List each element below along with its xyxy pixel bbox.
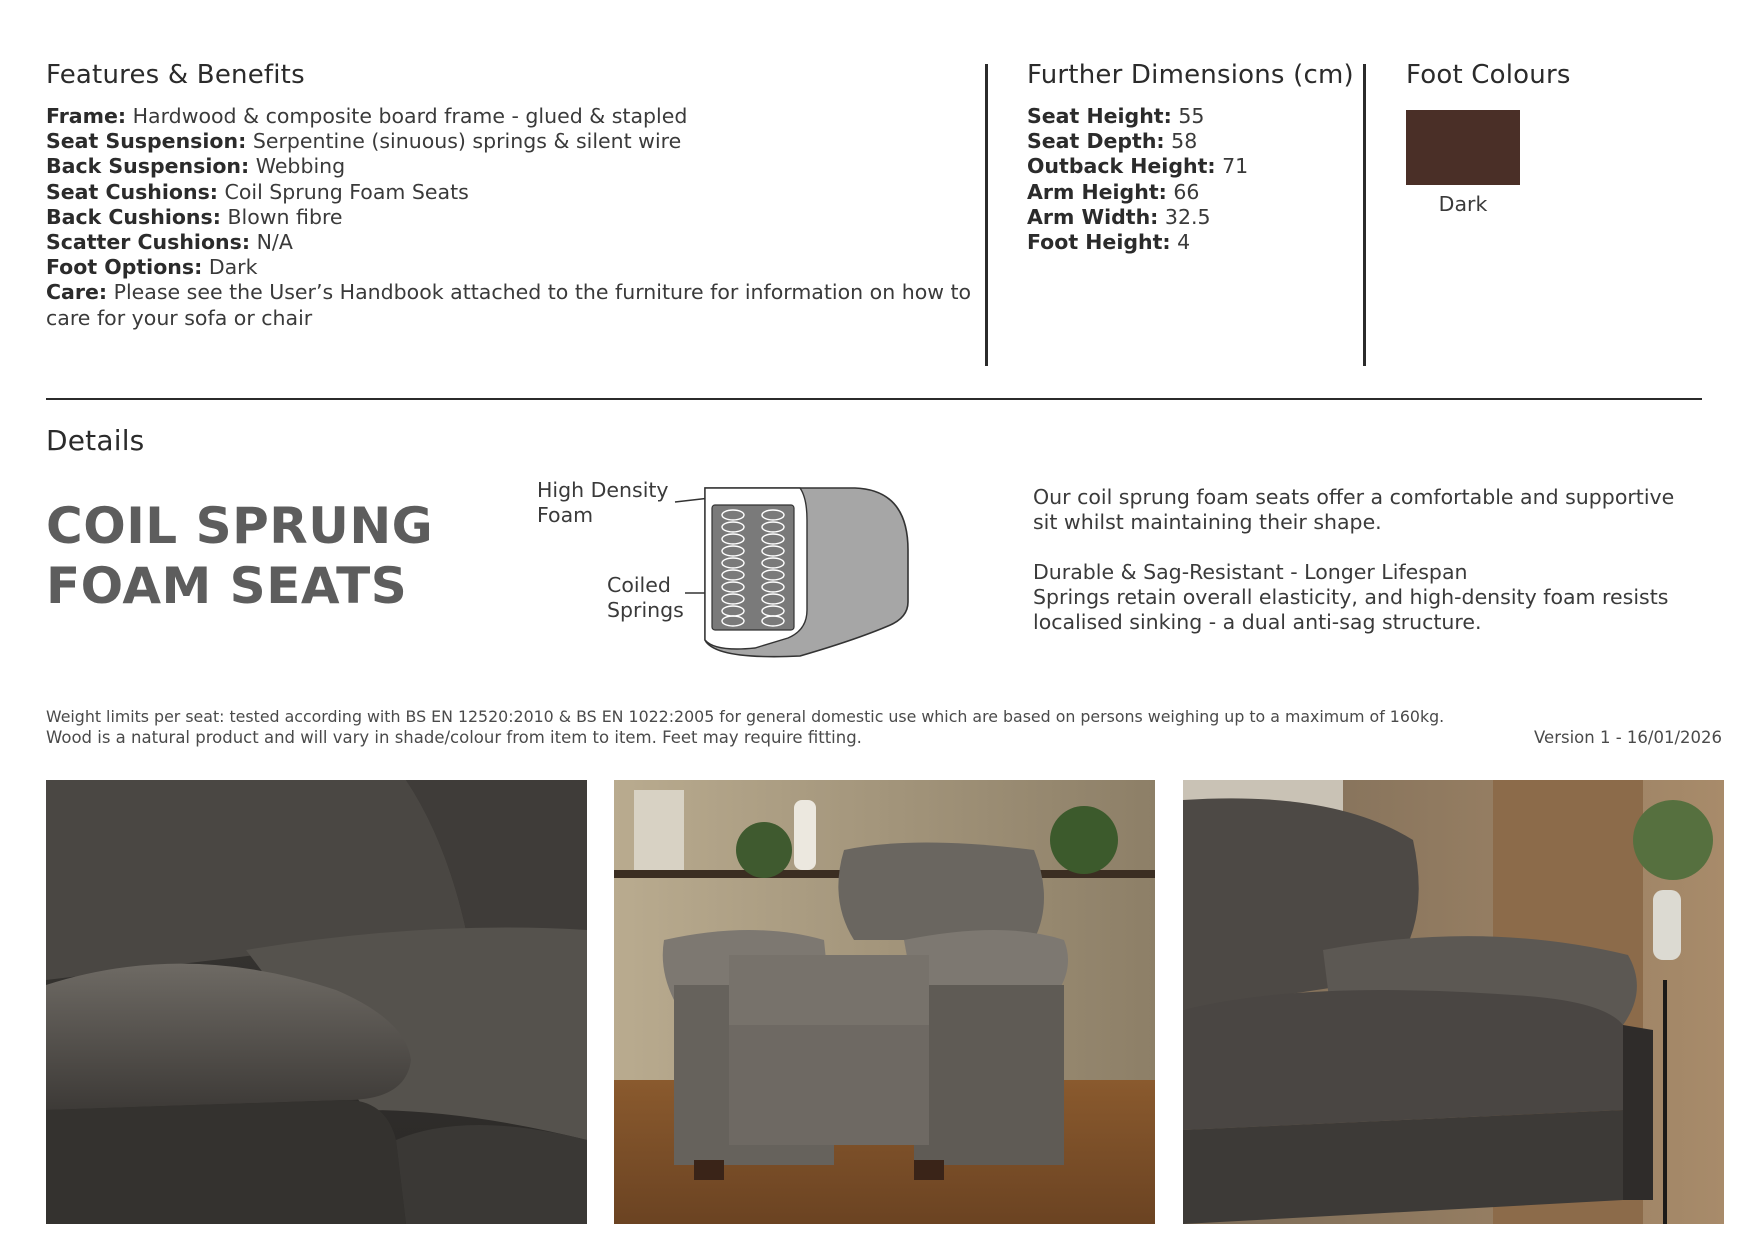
spec-care-continued: care for your sofa or chair <box>46 305 313 330</box>
details-title: Details <box>46 424 145 457</box>
spec-seat-cushions: Seat Cushions: Coil Sprung Foam Seats <box>46 179 469 204</box>
version-label: Version 1 - 16/01/2026 <box>1534 728 1722 747</box>
description-line: Springs retain overall elasticity, and high-density foam resists <box>1033 585 1669 609</box>
spec-scatter-cushions: Scatter Cushions: N/A <box>46 230 293 255</box>
dimensions-title: Further Dimensions (cm) <box>1027 60 1354 90</box>
weight-limit-note: Weight limits per seat: tested according with BS EN 12520:2010 & BS EN 1022:2005 for general domestic use which are based on persons weighing up to a maximum of 160kg. <box>46 707 1445 726</box>
foot-colours-title: Foot Colours <box>1406 60 1571 90</box>
divider-vertical-2 <box>1363 64 1366 366</box>
spec-back-cushions: Back Cushions: Blown fibre <box>46 204 343 229</box>
features-list <box>46 104 971 331</box>
description-line: Our coil sprung foam seats offer a comfortable and supportive <box>1033 485 1675 509</box>
details-description <box>1033 485 1674 635</box>
product-photo-closeup <box>46 780 587 1224</box>
spec-back-suspension: Back Suspension: Webbing <box>46 154 346 179</box>
product-photo-angle <box>1183 780 1724 1224</box>
headline-line-2: FOAM SEATS <box>46 557 408 615</box>
spec-foot-options: Foot Options: Dark <box>46 255 258 280</box>
features-title: Features & Benefits <box>46 60 305 90</box>
dim-foot-height: Foot Height: 4 <box>1027 230 1191 255</box>
dim-arm-height: Arm Height: 66 <box>1027 179 1200 204</box>
description-line: localised sinking - a dual anti-sag structure. <box>1033 610 1482 634</box>
foot-colour-swatch <box>1406 110 1520 185</box>
dim-seat-depth: Seat Depth: 58 <box>1027 129 1198 154</box>
dimensions-list <box>1027 104 1248 255</box>
details-headline <box>46 496 433 616</box>
wood-note: Wood is a natural product and will vary in shade/colour from item to item. Feet may require fitting. <box>46 728 862 747</box>
headline-line-1: COIL SPRUNG <box>46 497 434 555</box>
spec-seat-suspension: Seat Suspension: Serpentine (sinuous) springs & silent wire <box>46 129 682 154</box>
foot-colour-label: Dark <box>1438 192 1488 216</box>
cushion-diagram <box>660 480 920 665</box>
springs-label: Coiled Springs <box>607 573 684 622</box>
spec-frame: Frame: Hardwood & composite board frame - glued & stapled <box>46 104 688 128</box>
divider-horizontal <box>46 398 1702 400</box>
spec-care: Care: Please see the User’s Handbook attached to the furniture for information on how to <box>46 280 972 305</box>
product-photo-room <box>614 780 1155 1224</box>
divider-vertical-1 <box>985 64 988 366</box>
dim-arm-width: Arm Width: 32.5 <box>1027 204 1211 229</box>
description-subheading: Durable & Sag-Resistant - Longer Lifespan <box>1033 560 1468 584</box>
dim-outback-height: Outback Height: 71 <box>1027 154 1249 179</box>
description-line: sit whilst maintaining their shape. <box>1033 510 1382 534</box>
foam-label: High Density Foam <box>537 478 669 527</box>
dim-seat-height: Seat Height: 55 <box>1027 104 1205 128</box>
